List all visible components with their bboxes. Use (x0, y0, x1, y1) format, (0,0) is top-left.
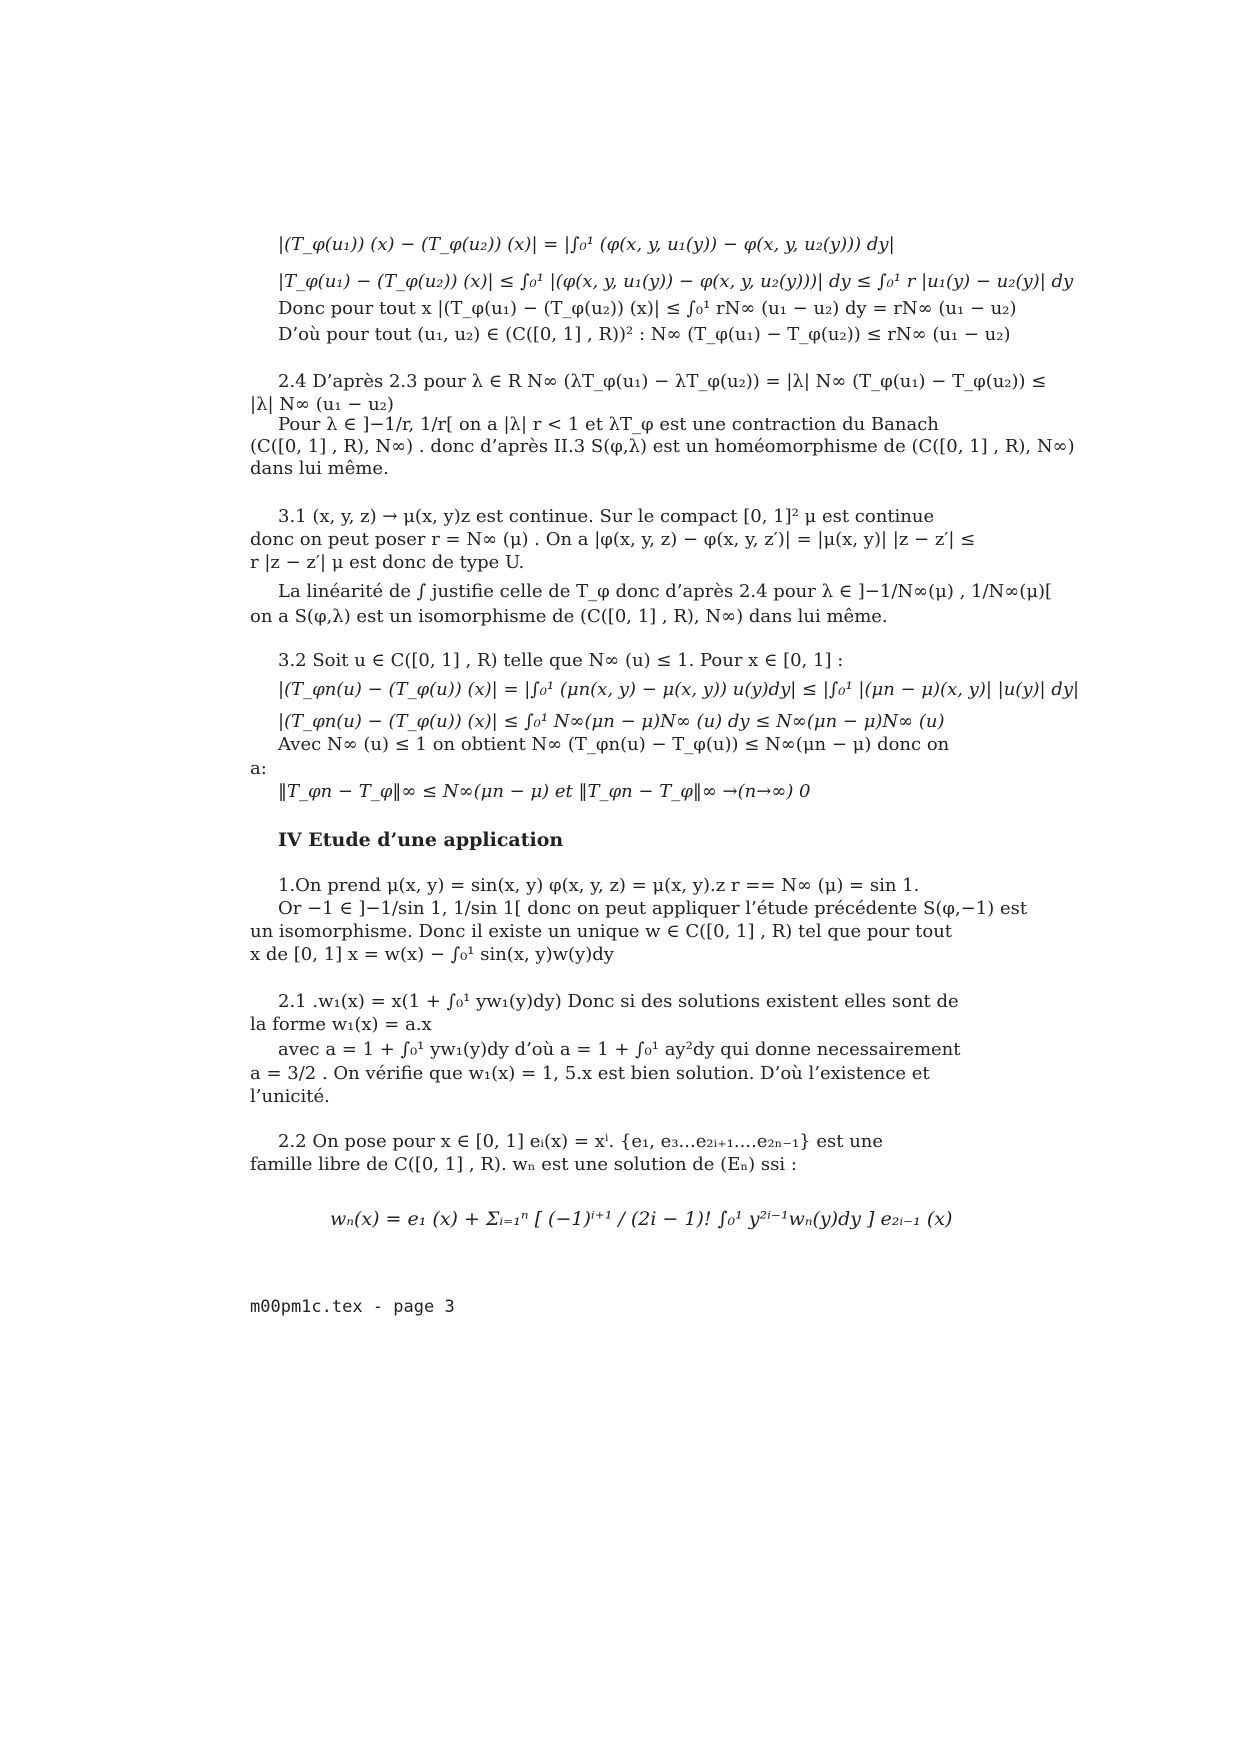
text-line: 2.2 On pose pour x ∈ [0, 1] eᵢ(x) = xⁱ. {e₁, e₃...e₂ᵢ₊₁....e₂ₙ₋₁} est une (278, 1131, 884, 1152)
text-line: Donc pour tout x |(T_φ(u₁) − (T_φ(u₂)) (x)| ≤ ∫₀¹ rN∞ (u₁ − u₂) dy = rN∞ (u₁ − u₂) (278, 298, 1017, 319)
text-line: famille libre de C([0, 1] , R). wₙ est une solution de (Eₙ) ssi : (250, 1154, 797, 1175)
text-line: x de [0, 1] x = w(x) − ∫₀¹ sin(x, y)w(y)dy (250, 944, 614, 965)
text-line: 3.2 Soit u ∈ C([0, 1] , R) telle que N∞ (u) ≤ 1. Pour x ∈ [0, 1] : (278, 650, 844, 671)
text-line: 3.1 (x, y, z) → μ(x, y)z est continue. Sur le compact [0, 1]² μ est continue (278, 506, 935, 527)
text-line: dans lui même. (250, 458, 389, 479)
page-footer: m00pm1c.tex - page 3 (250, 1297, 455, 1317)
text-line: 1.On prend μ(x, y) = sin(x, y) φ(x, y, z) = μ(x, y).z r == N∞ (μ) = sin 1. (278, 875, 920, 896)
text-line: 2.1 .w₁(x) = x(1 + ∫₀¹ yw₁(y)dy) Donc si des solutions existent elles sont de (278, 991, 959, 1012)
text-line: |λ| N∞ (u₁ − u₂) (250, 394, 394, 415)
text-line: a = 3/2 . On vérifie que w₁(x) = 1, 5.x est bien solution. D’où l’existence et (250, 1063, 930, 1084)
text-line: r |z − z′| μ est donc de type U. (250, 552, 525, 573)
text-line: (C([0, 1] , R), N∞) . donc d’après II.3 S(φ,λ) est un homéomorphisme de (C([0, 1] , R), N∞) (250, 436, 1075, 457)
equation-line: ‖T_φn − T_φ‖∞ ≤ N∞(μn − μ) et ‖T_φn − T_φ‖∞ →(n→∞) 0 (278, 781, 811, 802)
text-line: on a S(φ,λ) est un isomorphisme de (C([0, 1] , R), N∞) dans lui même. (250, 606, 888, 627)
text-line: La linéarité de ∫ justifie celle de T_φ donc d’après 2.4 pour λ ∈ ]−1/N∞(μ) , 1/N∞(μ)[ (278, 581, 1053, 602)
text-line: Avec N∞ (u) ≤ 1 on obtient N∞ (T_φn(u) − T_φ(u)) ≤ N∞(μn − μ) donc on (278, 734, 950, 755)
section-heading: IV Etude d’une application (278, 829, 564, 851)
equation-line: |(T_φn(u) − (T_φ(u)) (x)| = |∫₀¹ (μn(x, y) − μ(x, y)) u(y)dy| ≤ |∫₀¹ |(μn − μ)(x, y)| |u(y)| dy| (278, 679, 1080, 700)
equation-line: |T_φ(u₁) − (T_φ(u₂)) (x)| ≤ ∫₀¹ |(φ(x, y, u₁(y)) − φ(x, y, u₂(y)))| dy ≤ ∫₀¹ r |u₁(y) − u₂(y)| dy (278, 271, 1074, 292)
text-line: un isomorphisme. Donc il existe un unique w ∈ C([0, 1] , R) tel que pour tout (250, 921, 953, 942)
text-line: Or −1 ∈ ]−1/sin 1, 1/sin 1[ donc on peut appliquer l’étude précédente S(φ,−1) est (278, 898, 1028, 919)
text-line: Pour λ ∈ ]−1/r, 1/r[ on a |λ| r < 1 et λT_φ est une contraction du Banach (278, 414, 939, 435)
text-line: la forme w₁(x) = a.x (250, 1014, 432, 1035)
text-line: l’unicité. (250, 1086, 330, 1107)
text-line: 2.4 D’après 2.3 pour λ ∈ R N∞ (λT_φ(u₁) − λT_φ(u₂)) = |λ| N∞ (T_φ(u₁) − T_φ(u₂)) ≤ (278, 371, 1047, 392)
text-line: D’où pour tout (u₁, u₂) ∈ (C([0, 1] , R))² : N∞ (T_φ(u₁) − T_φ(u₂)) ≤ rN∞ (u₁ − u₂) (278, 324, 1011, 345)
text-line: a: (250, 758, 267, 779)
equation-line: |(T_φ(u₁)) (x) − (T_φ(u₂)) (x)| = |∫₀¹ (φ(x, y, u₁(y)) − φ(x, y, u₂(y))) dy| (278, 234, 895, 255)
equation-line: |(T_φn(u) − (T_φ(u)) (x)| ≤ ∫₀¹ N∞(μn − μ)N∞ (u) dy ≤ N∞(μn − μ)N∞ (u) (278, 711, 945, 732)
text-line: avec a = 1 + ∫₀¹ yw₁(y)dy d’où a = 1 + ∫₀¹ ay²dy qui donne necessairement (278, 1039, 961, 1060)
text-line: donc on peut poser r = N∞ (μ) . On a |φ(x, y, z) − φ(x, y, z′)| = |μ(x, y)| |z − z′| ≤ (250, 529, 976, 550)
display-equation: wₙ(x) = e₁ (x) + Σᵢ₌₁ⁿ [ (−1)ⁱ⁺¹ / (2i − 1)! ∫₀¹ y²ⁱ⁻¹wₙ(y)dy ] e₂ᵢ₋₁ (x) (330, 1208, 953, 1230)
